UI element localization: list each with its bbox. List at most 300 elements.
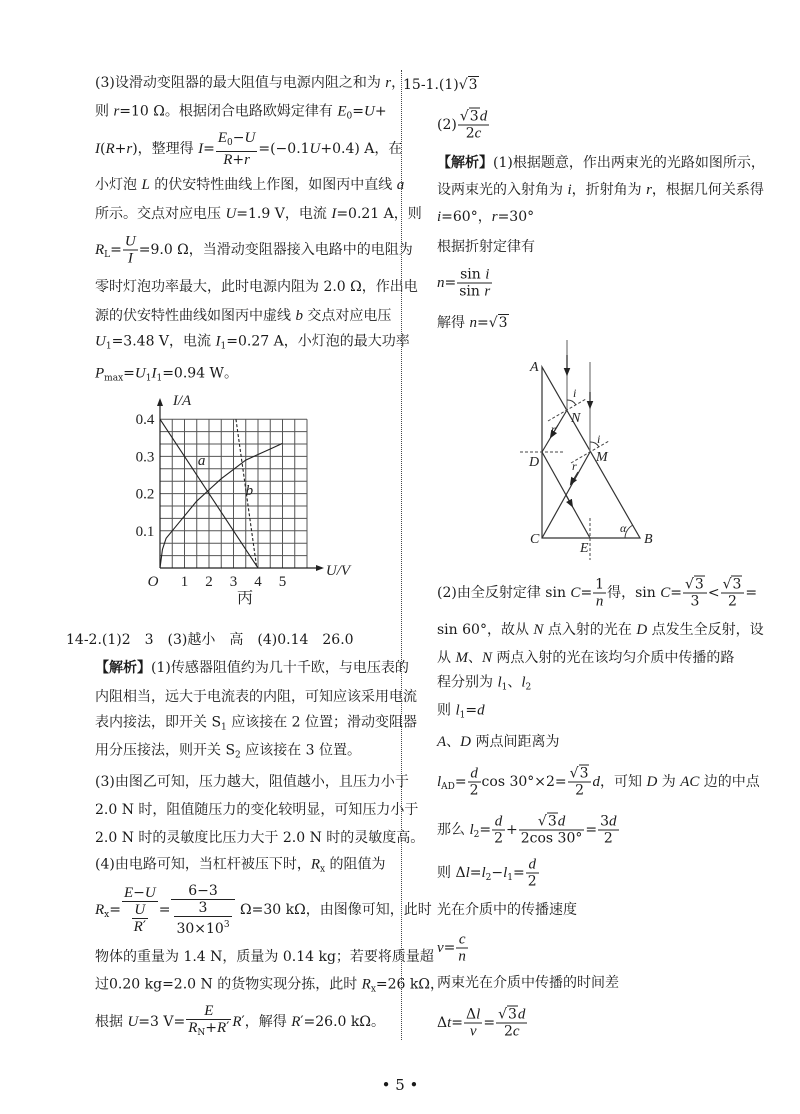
math-variable: c [458, 931, 466, 948]
text-run: 应该接在 3 位置。 [240, 742, 362, 759]
y-axis-label: I/A [172, 393, 192, 409]
math-variable: l [503, 865, 508, 881]
text-run: 则 [437, 702, 456, 719]
subscript: 1 [221, 722, 227, 733]
text-line [95, 332, 410, 357]
text-run: =60°， [441, 209, 492, 225]
denominator [458, 126, 489, 142]
math-variable: P [95, 365, 105, 382]
text-line [437, 267, 493, 300]
subscript: 1 [501, 682, 508, 693]
radical-sign: √ [458, 77, 468, 93]
text-line [437, 313, 509, 333]
radical-sign: √ [722, 576, 732, 593]
text-line [95, 102, 387, 127]
subscript: max [104, 373, 124, 384]
text-run: 2cos 30° [520, 830, 583, 847]
fraction [216, 130, 257, 168]
text-line [437, 153, 765, 173]
math-variable: R [105, 141, 115, 157]
text-line [95, 364, 238, 389]
numerator [458, 109, 489, 126]
fraction [519, 814, 585, 847]
text-run: 表内接法，即开关 S [95, 714, 222, 731]
text-line [95, 658, 409, 678]
analysis-tag: 【解析】 [95, 660, 151, 676]
text-run: (3)设滑动变阻器的最大阻值与电源内阻之和为 [95, 75, 386, 91]
text-run: = [110, 242, 122, 258]
text-run: ， [391, 75, 406, 91]
diagram-label-A: A [530, 360, 539, 375]
fraction [496, 1007, 527, 1040]
text-line [437, 766, 760, 799]
subscript: 1 [507, 873, 514, 883]
text-run: = [444, 275, 457, 291]
text-run: 从 [437, 650, 456, 666]
text-run: 过0.20 kg=2.0 N 的货物实现分拣，此时 [95, 976, 362, 993]
text-line [95, 800, 418, 820]
text-line [437, 900, 577, 920]
math-variable: d [470, 765, 478, 782]
text-run: 2 [503, 1023, 513, 1040]
y-tick-label: 0.4 [135, 412, 155, 429]
fraction [526, 857, 539, 890]
numerator [519, 814, 585, 831]
text-run: − [491, 865, 504, 881]
math-variable: d [477, 702, 485, 719]
subscript: AD [441, 782, 455, 792]
fraction [721, 577, 745, 610]
text-run: 、 [467, 650, 482, 666]
radicand: 3 [547, 813, 557, 830]
text-line [66, 630, 354, 650]
math-variable: r [484, 283, 491, 300]
ray-n-to-d [542, 410, 567, 452]
text-run: ，折射角为 [571, 182, 647, 198]
math-variable: d [517, 1006, 526, 1023]
text-run: 、 [507, 674, 522, 691]
square-root [459, 75, 479, 95]
square-root [685, 577, 705, 593]
text-run: 交点对应电压 [302, 308, 392, 324]
text-run: 2 [465, 125, 475, 142]
text-run: 根据折射定律有 [437, 239, 535, 255]
text-run: = [203, 141, 215, 157]
text-run: 得，sin [607, 585, 661, 601]
math-variable: c [474, 125, 482, 142]
text-run: 则 Δ [437, 865, 466, 881]
text-line [95, 828, 424, 848]
text-run: (3)由图乙可知，压力越大，阻值越小，且压力小于 [95, 774, 409, 790]
normal-at-n [548, 399, 586, 421]
math-variable: r [385, 75, 392, 91]
text-run: (1)传感器阻值约为几十千欧，与电压表的 [151, 660, 409, 676]
text-run: (4)由电路可知，当杠杆被压下时， [95, 856, 311, 873]
radical-sign: √ [498, 1006, 507, 1023]
math-variable: D [646, 774, 658, 790]
numerator [568, 766, 592, 783]
text-run: =10 Ω。根据闭合电路欧姆定律有 [119, 103, 338, 120]
text-line [95, 175, 404, 195]
text-run: + [114, 141, 127, 157]
denominator [174, 917, 231, 937]
square-root [538, 814, 558, 830]
subscript: N [197, 1028, 206, 1038]
text-line [437, 1007, 528, 1040]
denominator [568, 783, 592, 799]
diagram-label-i: i [573, 386, 577, 400]
text-run: 3 [600, 813, 610, 830]
math-variable: d [494, 813, 503, 830]
denominator [132, 919, 148, 935]
text-run: = [585, 822, 598, 838]
fraction [468, 766, 481, 799]
text-run: 2 [575, 782, 585, 799]
series-label-b: b [245, 482, 254, 499]
series-L [160, 443, 283, 568]
fraction [132, 902, 148, 935]
math-variable: E [204, 1003, 214, 1019]
text-run: 点入射的光在 [543, 622, 637, 638]
text-run: =0.94 W。 [162, 365, 238, 382]
numerator [123, 234, 138, 251]
text-run: ′，解得 [241, 1014, 292, 1030]
denominator [216, 152, 257, 168]
text-line [437, 620, 764, 640]
text-run: 、 [446, 734, 461, 750]
fraction [598, 814, 618, 847]
text-run: = [479, 822, 492, 838]
denominator [122, 902, 158, 935]
fraction [568, 766, 592, 799]
text-run: 解得 [437, 315, 470, 331]
text-run: 用分压接法，则开关 S [95, 742, 236, 759]
text-run: Δ [437, 1015, 448, 1031]
math-variable: i [485, 266, 490, 283]
radical-sign: √ [537, 813, 547, 830]
radicand: 3 [468, 77, 478, 93]
math-variable: l [437, 774, 442, 790]
math-variable: R [133, 919, 143, 935]
fraction [464, 1007, 482, 1040]
text-run: sin [459, 283, 485, 300]
subscript: x [104, 910, 110, 920]
subscript: 2 [485, 873, 492, 883]
x-tick-label: 3 [229, 574, 238, 590]
text-run: − [133, 885, 145, 901]
radicand: 3 [732, 576, 742, 593]
math-variable: R [217, 1020, 227, 1036]
text-run: = [670, 585, 682, 601]
text-line [437, 109, 490, 142]
subscript: 0 [346, 111, 353, 122]
numerator [468, 766, 481, 783]
text-line [95, 204, 422, 224]
text-line [437, 180, 764, 200]
text-run: 所示。交点对应电压 [95, 206, 226, 222]
denominator [683, 594, 707, 610]
numerator [457, 267, 492, 284]
numerator [174, 900, 231, 917]
math-variable: v [437, 940, 444, 956]
diagram-label-M: M [596, 450, 608, 465]
math-variable: L [141, 177, 150, 193]
diagram-label-i: i [597, 432, 601, 446]
text-run: 2.0 N 时的灵敏度比压力大于 2.0 N 时的灵敏度高。 [95, 830, 425, 846]
fraction [171, 883, 234, 937]
text-run: 光在介质中的传播速度 [437, 902, 577, 918]
text-line [95, 277, 418, 297]
text-line [95, 130, 402, 168]
subscript: 1 [156, 373, 163, 384]
text-run: 2.0 N 时，阻值随压力的变化较明显，可知压力小于 [95, 802, 419, 818]
denominator [456, 949, 468, 965]
text-line [437, 732, 559, 752]
subscript: 0 [227, 138, 233, 148]
radicand: 3 [507, 1006, 517, 1023]
math-variable: U [95, 333, 106, 350]
diagram-label-B: B [644, 532, 653, 547]
text-run: 两束光在介质中传播的时间差 [437, 975, 619, 991]
math-variable: I [198, 141, 204, 157]
fraction [122, 885, 158, 935]
text-run: 30×10 [176, 921, 224, 937]
text-run: 内阻相当，远大于电流表的内阻，可知应该采用电流 [95, 689, 417, 705]
numerator [593, 577, 606, 594]
text-line [437, 648, 734, 668]
math-variable: N [533, 622, 544, 638]
text-run: + [232, 152, 245, 168]
math-variable: U [124, 233, 136, 250]
text-run: = [451, 1015, 464, 1031]
text-line [95, 883, 432, 937]
text-run: 边的中点 [699, 774, 760, 790]
numerator [496, 1007, 527, 1024]
text-run: +0.4) A，在 [320, 141, 403, 157]
math-variable: R [95, 242, 105, 258]
math-variable: C [570, 585, 581, 601]
radical-sign: √ [459, 108, 469, 125]
math-variable: E [337, 103, 347, 120]
series-b [236, 419, 257, 568]
text-run: 2 [527, 873, 537, 890]
math-variable: v [469, 1023, 477, 1040]
text-line [437, 673, 531, 698]
text-line [437, 577, 757, 610]
math-variable: I [95, 141, 100, 157]
text-run: 为 [657, 774, 681, 790]
radical-sign: √ [488, 315, 498, 331]
fraction [683, 577, 707, 610]
text-run: = [158, 902, 171, 918]
text-run: + [506, 822, 518, 838]
numerator [464, 1007, 482, 1024]
math-variable: l [455, 702, 460, 719]
text-run: ′ [142, 919, 147, 935]
denominator [526, 874, 539, 890]
math-variable: U [134, 365, 146, 382]
text-run: = [745, 585, 758, 601]
math-variable: AC [680, 774, 700, 790]
denominator [492, 831, 505, 847]
x-tick-label: 5 [278, 574, 287, 590]
text-run: ，可知 [599, 774, 647, 790]
fraction [123, 234, 138, 267]
math-variable: R [95, 902, 105, 918]
text-line [403, 75, 479, 95]
math-variable: N [481, 650, 492, 666]
arrow-icon [552, 425, 558, 435]
text-run: (2) [437, 117, 457, 133]
text-run: = [483, 1015, 496, 1031]
fraction [186, 1003, 231, 1041]
text-line [95, 1003, 385, 1041]
numerator [598, 814, 618, 831]
text-line [437, 973, 619, 993]
radical-sign: √ [684, 576, 694, 593]
x-tick-label: 4 [254, 574, 262, 590]
numerator [186, 1003, 231, 1020]
text-line [95, 855, 386, 880]
text-run: 点发生全反射，设 [647, 622, 764, 638]
text-run: 则 [95, 103, 114, 120]
subscript: 1 [459, 710, 466, 721]
denominator [464, 1024, 482, 1040]
denominator [123, 251, 138, 267]
numerator [171, 883, 234, 900]
analysis-tag: 【解析】 [437, 155, 493, 171]
y-tick-label: 0.2 [135, 486, 155, 503]
square-root [460, 109, 480, 125]
diagram-label-r: r [572, 459, 577, 473]
text-run: cos 30°×2= [481, 774, 567, 790]
numerator [456, 932, 468, 949]
math-variable: r [244, 152, 250, 168]
math-variable: I [331, 206, 337, 222]
prism-triangle [542, 367, 640, 538]
text-run: = [109, 902, 121, 918]
text-run: =(−0.1 [258, 141, 310, 157]
subscript: L [104, 250, 111, 260]
math-variable: l [481, 865, 486, 881]
text-run: Ω=30 kΩ，由图像可知，此时 [235, 902, 432, 918]
math-variable: U [309, 141, 321, 157]
math-variable: U [144, 885, 156, 901]
text-run: 应该接在 2 位置；滑动变阻器 [226, 714, 418, 731]
x-tick-label: 2 [205, 574, 213, 590]
math-variable: r [646, 182, 652, 198]
ray-m-to-c [542, 452, 590, 538]
denominator [457, 284, 492, 300]
math-variable: l [476, 1006, 481, 1023]
numerator [216, 130, 257, 152]
math-variable: r [126, 141, 133, 157]
text-line [95, 73, 405, 93]
denominator [519, 831, 585, 847]
math-variable: R [310, 856, 321, 873]
text-run: 根据 [95, 1014, 128, 1030]
math-variable: r [113, 103, 120, 120]
fraction [458, 109, 489, 142]
text-run: 6−3 [188, 883, 218, 899]
text-run: 零时灯泡功率最大，此时电源内阻为 2.0 Ω，作出电 [95, 279, 418, 295]
text-run: =1.9 V，电流 [236, 206, 332, 222]
math-variable: d [609, 813, 617, 830]
text-run: + [374, 103, 387, 120]
fraction [492, 814, 505, 847]
text-run: − [232, 130, 245, 146]
math-variable: t [447, 1015, 452, 1031]
text-run: sin 60°，故从 [437, 622, 534, 638]
text-run: = [469, 865, 482, 881]
text-run: Δ [466, 1006, 477, 1023]
text-run: 的伏安特性曲线上作图，如图丙中直线 [149, 177, 397, 193]
text-line [437, 237, 535, 257]
text-run: =0.21 A，则 [336, 206, 422, 222]
text-run: 的阻值为 [325, 856, 386, 873]
math-variable: R [291, 1014, 301, 1030]
text-run: ′=26.0 kΩ。 [300, 1014, 385, 1030]
text-line [95, 713, 417, 738]
text-run: 设两束光的入射角为 [437, 182, 568, 198]
x-axis-label: U/V [325, 563, 351, 579]
text-run: ，根据几何关系得 [651, 182, 764, 198]
text-run: 3 [690, 593, 700, 610]
math-variable: d [528, 856, 536, 873]
text-run: 2 [603, 830, 613, 847]
text-line [437, 932, 469, 965]
text-run: 小灯泡 [95, 177, 142, 193]
text-run: 1 [595, 576, 605, 593]
text-run: 两点间距离为 [471, 734, 560, 750]
text-run: 物体的重量为 1.4 N，质量为 0.14 kg；若要将质量超 [95, 949, 434, 965]
text-line [95, 234, 413, 267]
diagram-label-D: D [529, 455, 540, 470]
numerator [122, 885, 158, 902]
math-variable: d [557, 813, 566, 830]
text-run: 2 [494, 830, 504, 847]
normal-at-m [571, 441, 609, 463]
subscript: 2 [235, 750, 241, 761]
subscript: 1 [145, 373, 152, 384]
radical-sign: √ [569, 765, 579, 782]
text-run: 源的伏安特性曲线如图丙中虚线 [95, 308, 296, 324]
angle-arc [567, 400, 576, 405]
text-run: 15-1.(1) [403, 77, 459, 93]
radicand: 3 [498, 315, 508, 331]
radicand: 3 [469, 108, 479, 125]
square-root [489, 313, 509, 333]
text-run: 2 [728, 593, 737, 610]
text-run: =3 V= [138, 1014, 186, 1030]
text-run: (2)由全反射定律 sin [437, 585, 571, 601]
radicand: 3 [579, 765, 589, 782]
math-variable: n [469, 315, 477, 331]
text-run: =9.0 Ω，当滑动变阻器接入电路中的电阻为 [138, 242, 413, 258]
ray-d-to-e [542, 452, 590, 538]
math-variable: l [497, 674, 502, 691]
fraction [456, 932, 468, 965]
text-run: = [352, 103, 364, 120]
diagram-label-E: E [580, 541, 589, 556]
math-variable: i [567, 182, 572, 198]
math-variable: l [469, 822, 474, 838]
math-variable: n [458, 948, 466, 965]
text-line [437, 814, 620, 847]
math-variable: n [595, 593, 604, 610]
subscript: 2 [473, 830, 480, 840]
math-variable: r [491, 209, 498, 225]
